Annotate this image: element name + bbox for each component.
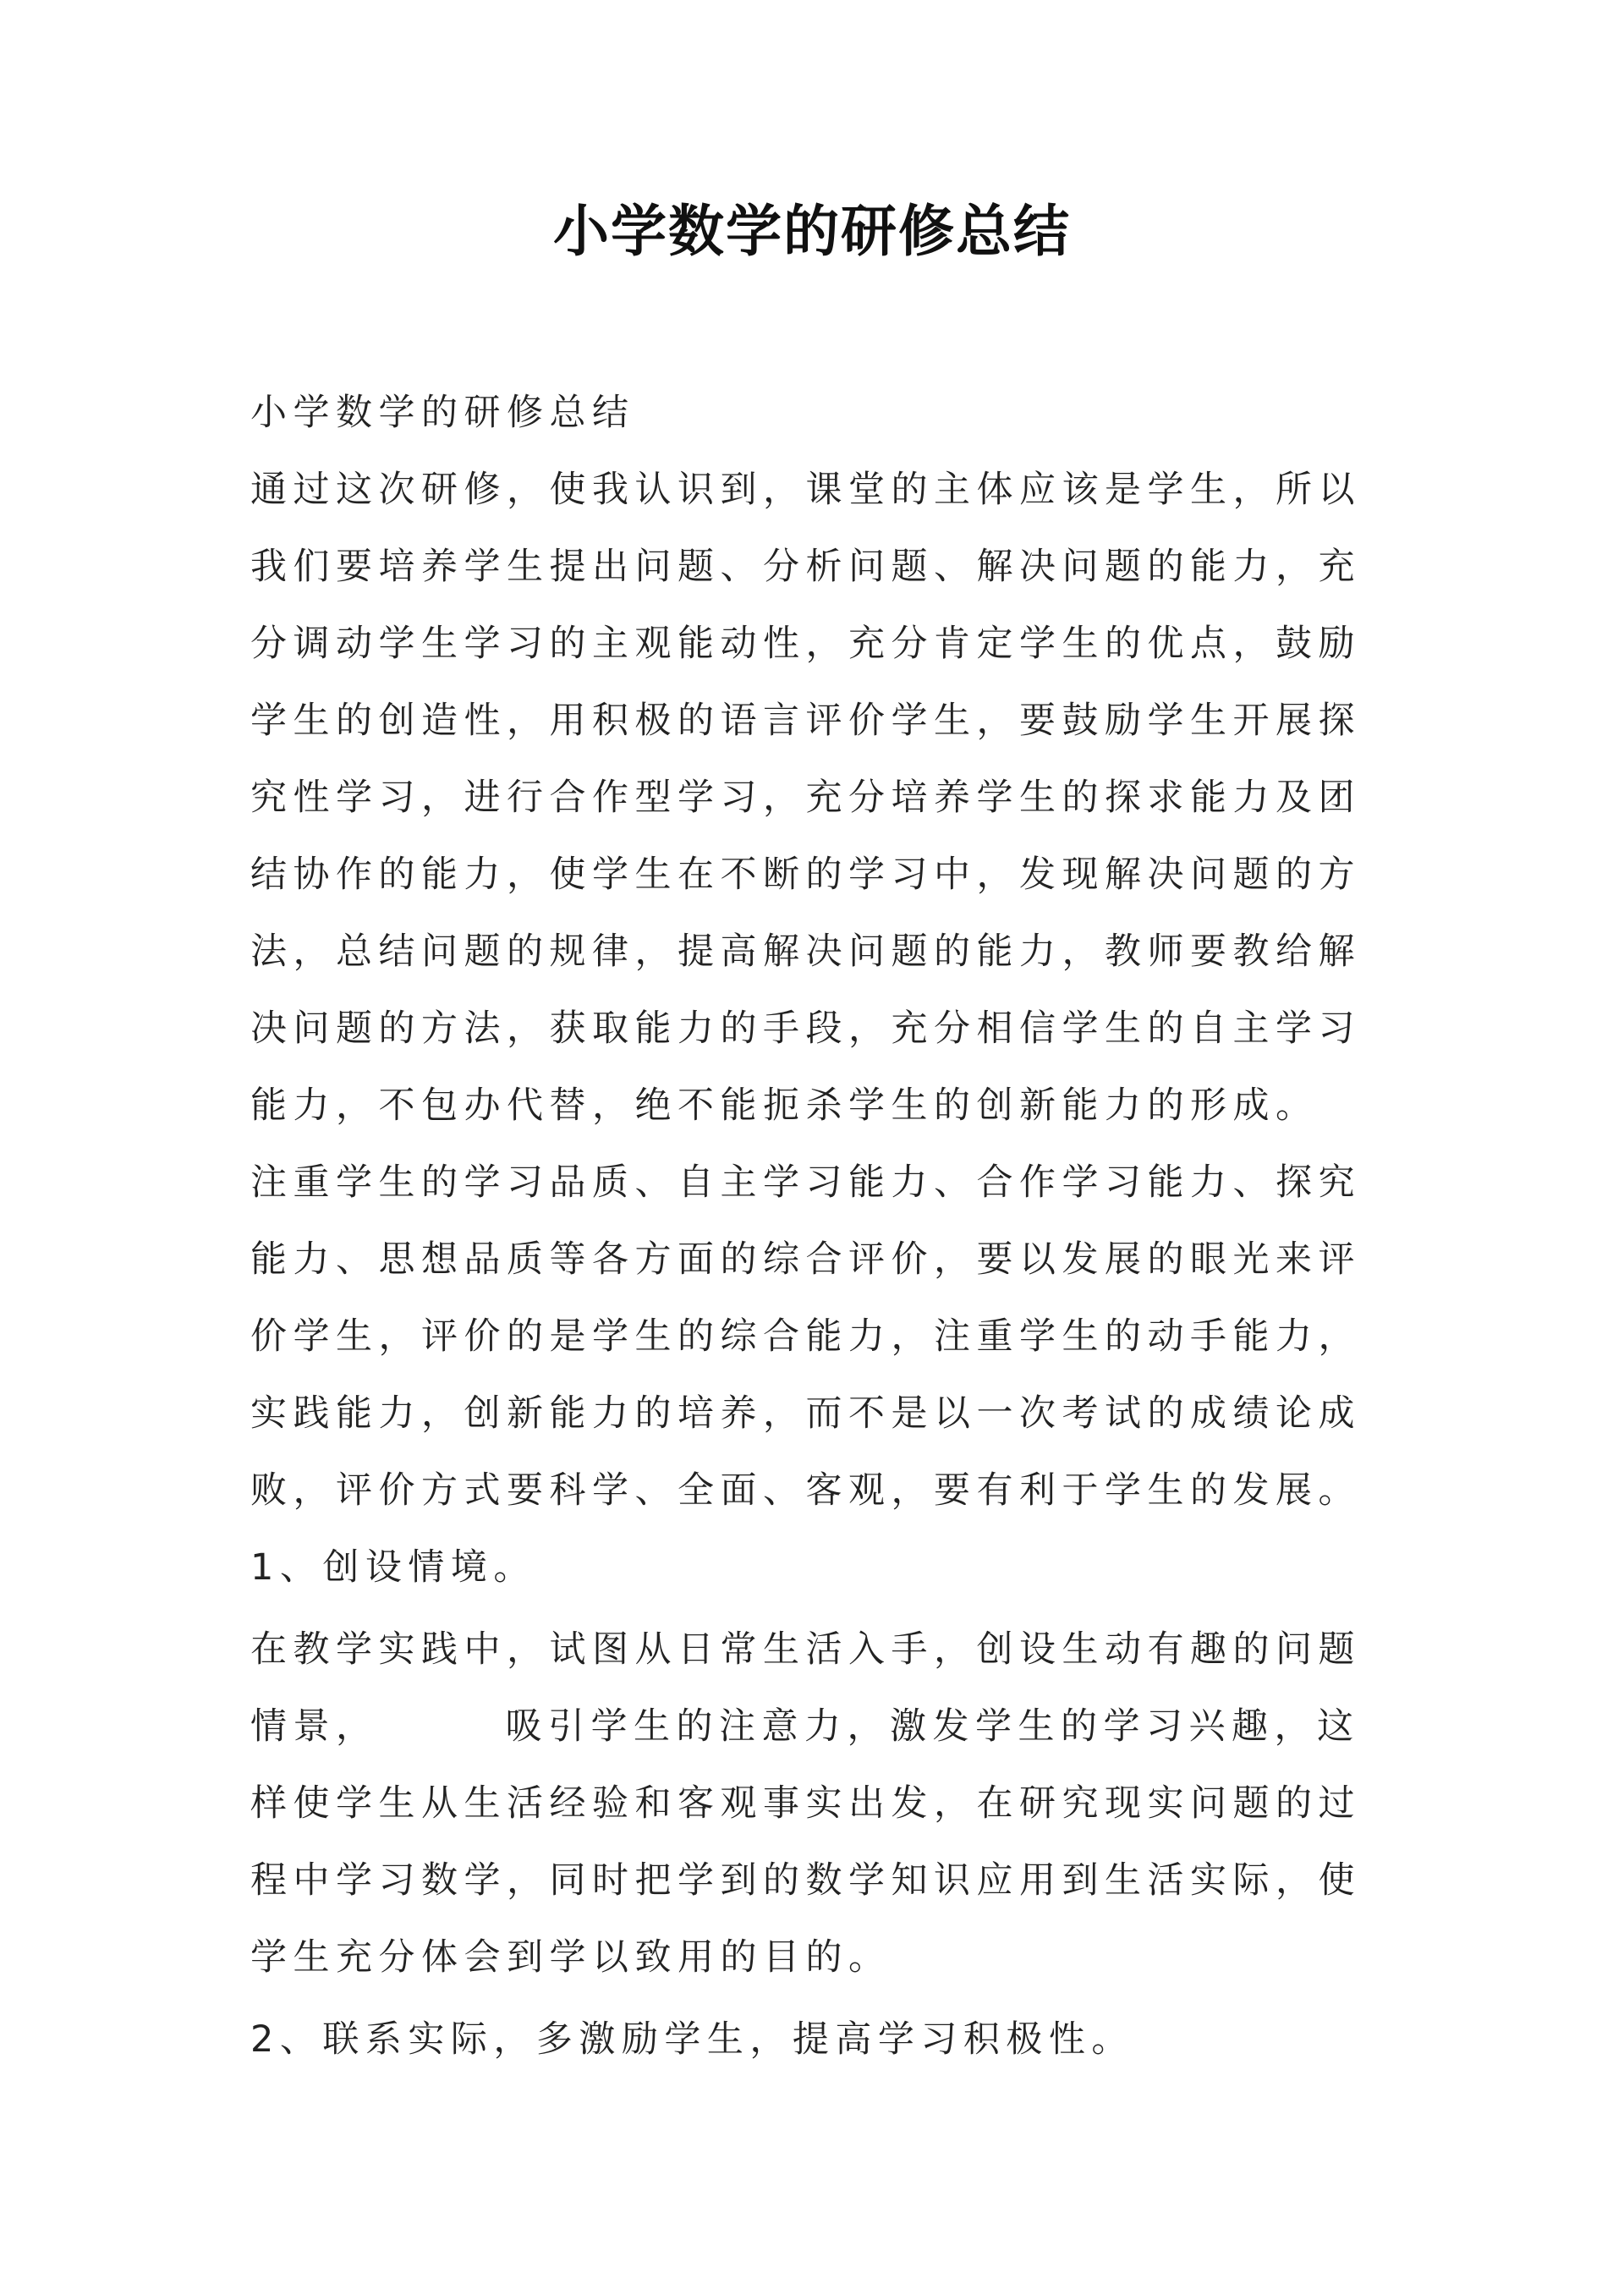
- text-line: 注重学生的学习品质、自主学习能力、合作学习能力、探究: [250, 1161, 1361, 1204]
- text-line: 法，总结问题的规律，提高解决问题的能力，教师要教给解: [250, 931, 1361, 973]
- text-line: 实践能力，创新能力的培养，而不是以一次考试的成绩论成: [250, 1392, 1361, 1435]
- text-line: 结协作的能力，使学生在不断的学习中，发现解决问题的方: [250, 854, 1361, 896]
- text-line: 分调动学生学习的主观能动性，充分肯定学生的优点，鼓励: [250, 623, 1361, 665]
- text-line: 通过这次研修，使我认识到，课堂的主体应该是学生，所以: [250, 469, 1361, 511]
- text-line: 能力、思想品质等各方面的综合评价，要以发展的眼光来评: [250, 1238, 1361, 1281]
- text-line: 小学数学的研修总结: [250, 392, 635, 434]
- text-line: 程中学习数学，同时把学到的数学知识应用到生活实际，使: [250, 1859, 1361, 1902]
- section-heading: 2、联系实际，多激励学生，提高学习积极性。: [250, 2018, 1134, 2061]
- text-line: 究性学习，进行合作型学习，充分培养学生的探求能力及团: [250, 777, 1361, 819]
- text-line: 能力，不包办代替，绝不能扼杀学生的创新能力的形成。: [250, 1084, 1319, 1127]
- text-line: 我们要培养学生提出问题、分析问题、解决问题的能力，充: [250, 546, 1361, 588]
- text-line: 价学生，评价的是学生的综合能力，注重学生的动手能力，: [250, 1315, 1361, 1358]
- document-body: [250, 375, 1418, 2078]
- text-line: 在教学实践中，试图从日常生活入手，创设生动有趣的问题: [250, 1628, 1361, 1671]
- text-line: 样使学生从生活经验和客观事实出发，在研究现实问题的过: [250, 1782, 1361, 1825]
- section-heading: 1、创设情境。: [250, 1546, 536, 1589]
- text-fragment: 吸引学生的注意力，激发学生的学习兴趣，这: [505, 1705, 1360, 1748]
- document-title: 小学数学的研修总结: [553, 198, 1071, 264]
- text-line: 决问题的方法，获取能力的手段，充分相信学生的自主学习: [250, 1007, 1361, 1050]
- text-line: 学生的创造性，用积极的语言评价学生，要鼓励学生开展探: [250, 700, 1361, 742]
- text-line: [250, 1688, 1418, 1765]
- text-line: 败，评价方式要科学、全面、客观，要有利于学生的发展。: [250, 1469, 1361, 1512]
- text-fragment: 情景，: [250, 1705, 379, 1748]
- text-line: 学生充分体会到学以致用的目的。: [250, 1936, 892, 1979]
